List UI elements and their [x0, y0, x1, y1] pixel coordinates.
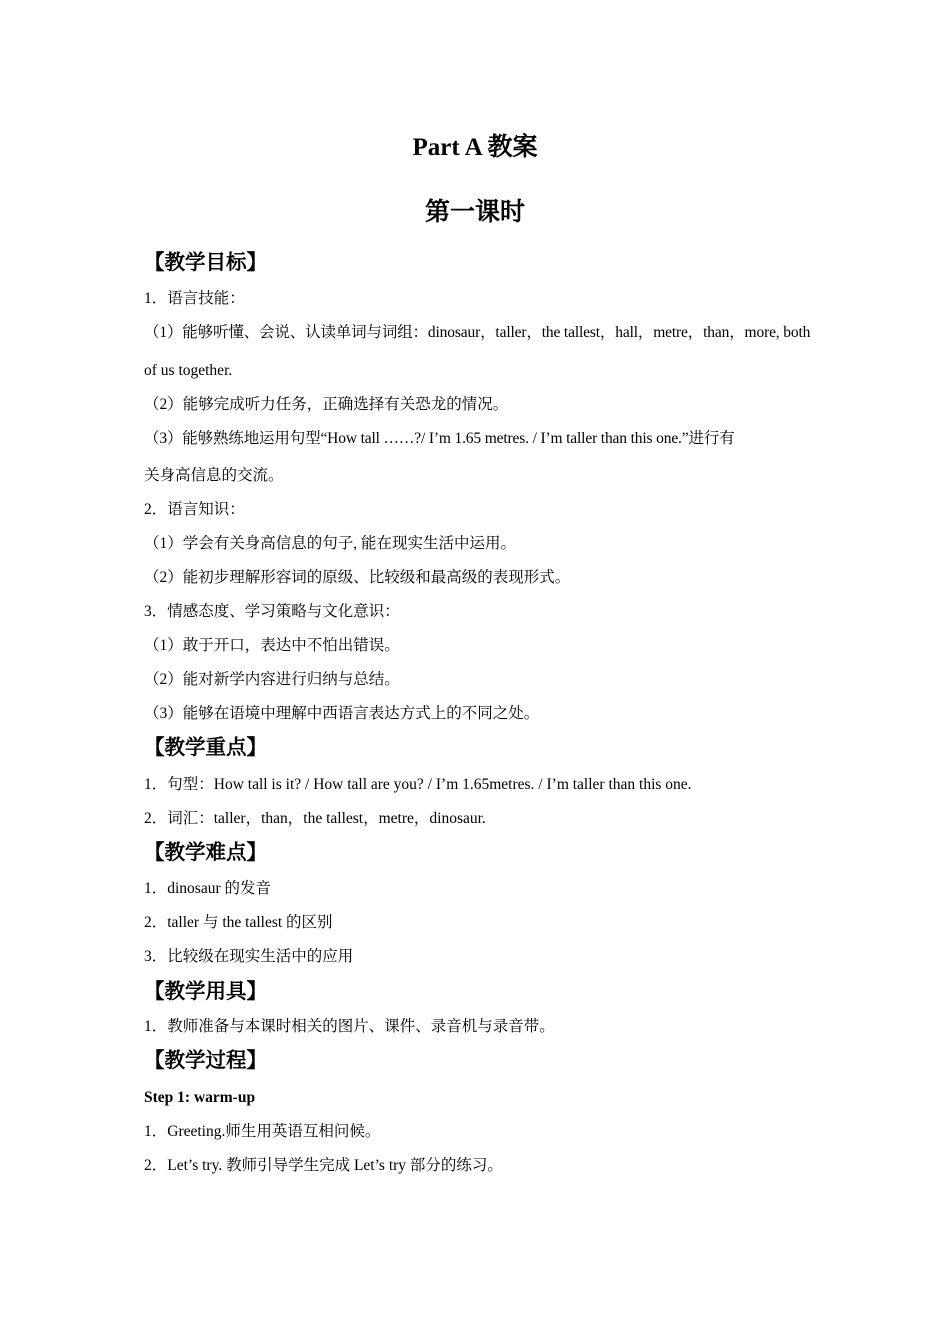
objectives-heading: 【教学目标】 [144, 252, 267, 274]
process-line: 2．Let’s try. 教师引导学生完成 Let’s try 部分的练习。 [144, 1157, 503, 1174]
process-heading: 【教学过程】 [144, 1050, 267, 1072]
objectives-line: （3）能够熟练地运用句型“How tall ……?/ I’m 1.65 metres. / I’m taller than this one.”进行有 [144, 430, 735, 447]
objectives-line: 3．情感态度、学习策略与文化意识： [144, 603, 400, 620]
key-points-line: 1．句型：How tall is it? / How tall are you? / I’m 1.65metres. / I’m taller than this one. [144, 776, 692, 793]
difficulties-heading: 【教学难点】 [144, 842, 267, 864]
objectives-line: 2．语言知识： [144, 501, 245, 518]
process-line: 1．Greeting.师生用英语互相问候。 [144, 1123, 381, 1140]
objectives-line: （1）敢于开口，表达中不怕出错误。 [144, 637, 400, 654]
key-points-heading: 【教学重点】 [144, 737, 267, 759]
objectives-line: （1）学会有关身高信息的句子, 能在现实生活中运用。 [144, 535, 517, 552]
difficulties-line: 1．dinosaur 的发音 [144, 880, 272, 897]
difficulties-line: 3．比较级在现实生活中的应用 [144, 948, 354, 965]
objectives-line: （2）能初步理解形容词的原级、比较级和最高级的表现形式。 [144, 569, 571, 586]
lesson-subtitle: 第一课时 [424, 199, 525, 226]
key-points-line: 2．词汇：taller，than，the tallest，metre，dinosaur. [144, 810, 486, 827]
objectives-line: （2）能对新学内容进行归纳与总结。 [144, 671, 400, 688]
objectives-line: of us together. [144, 362, 233, 379]
objectives-line: （3）能够在语境中理解中西语言表达方式上的不同之处。 [144, 705, 540, 722]
tools-line: 1．教师准备与本课时相关的图片、课件、录音机与录音带。 [144, 1018, 555, 1035]
objectives-line: 1．语言技能： [144, 290, 245, 307]
objectives-line: 关身高信息的交流。 [144, 467, 284, 484]
tools-heading: 【教学用具】 [144, 981, 267, 1003]
document-title: Part A 教案 [412, 134, 538, 161]
step-title: Step 1: warm-up [144, 1089, 256, 1106]
difficulties-line: 2．taller 与 the tallest 的区别 [144, 914, 333, 931]
objectives-line: （1）能够听懂、会说、认读单词与词组：dinosaur，taller，the tallest，hall，metre，than，more, both [144, 324, 811, 341]
objectives-line: （2）能够完成听力任务，正确选择有关恐龙的情况。 [144, 396, 509, 413]
